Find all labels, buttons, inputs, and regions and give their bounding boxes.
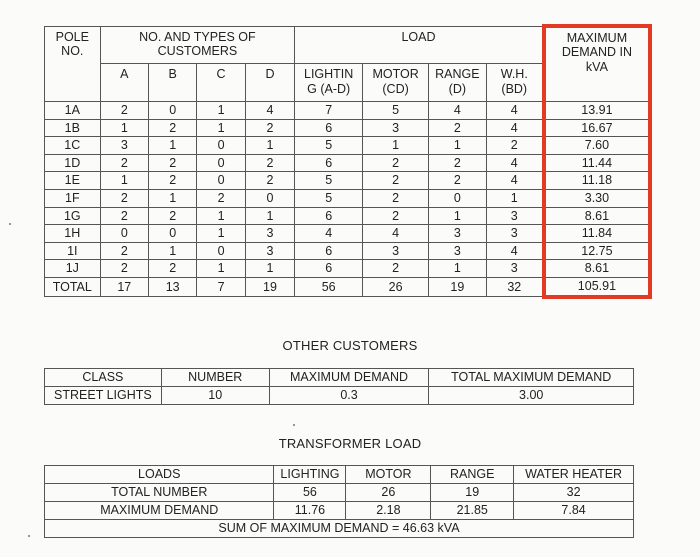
value-cell: 1 [245,207,294,225]
cust-col-c: C [197,64,245,102]
pole-row [45,242,651,260]
pole-row [45,189,651,207]
other-header-number: NUMBER [161,369,269,387]
value-cell: 4 [486,154,544,172]
other-header-max-demand: MAXIMUM DEMAND [269,369,429,387]
value-cell: 1 [486,189,544,207]
value-cell: 4 [486,119,544,137]
pole-rows [45,102,651,278]
xfmr-header-water-heater: WATER HEATER [514,466,634,484]
other-cell-total-max-demand: 3.00 [429,387,634,405]
value-cell: 2 [363,189,429,207]
total-cell: 19 [245,277,294,296]
total-cell: 56 [295,277,363,296]
value-cell: 6 [295,119,363,137]
total-cell: 26 [363,277,429,296]
value-cell: 2 [245,172,294,190]
xfmr-header-lighting: LIGHTING [274,466,346,484]
pole-load-table [44,24,652,299]
value-cell: 4 [486,242,544,260]
pole-row [45,137,651,155]
value-cell: 1 [100,172,148,190]
value-cell: 3 [363,119,429,137]
value-cell: 4 [295,225,363,243]
xfmr-max-demand-label: MAXIMUM DEMAND [45,502,274,520]
xfmr-total-number-label: TOTAL NUMBER [45,484,274,502]
cust-col-d: D [245,64,294,102]
value-cell: 2 [363,207,429,225]
value-cell: 4 [363,225,429,243]
load-col-wh: W.H. (BD) [486,64,544,102]
value-cell: 0 [197,242,245,260]
value-cell: 1 [197,207,245,225]
pole-row [45,225,651,243]
value-cell: 2 [100,260,148,278]
value-cell: 0 [100,225,148,243]
pole-row [45,154,651,172]
pole-id-cell: 1B [45,119,101,137]
value-cell: 2 [148,207,196,225]
pole-id-cell: 1J [45,260,101,278]
value-cell: 0 [429,189,487,207]
value-cell: 3 [429,225,487,243]
value-cell: 1 [197,260,245,278]
pole-id-cell: 1H [45,225,101,243]
value-cell: 2 [429,172,487,190]
other-cell-number: 10 [161,387,269,405]
xfmr-cell: 26 [346,484,431,502]
total-cell: TOTAL [45,277,101,296]
xfmr-header-loads: LOADS [45,466,274,484]
xfmr-cell: 2.18 [346,502,431,520]
value-cell: 0 [197,137,245,155]
pole-id-cell: 1G [45,207,101,225]
other-cell-class: STREET LIGHTS [45,387,162,405]
other-header-total-max-demand: TOTAL MAXIMUM DEMAND [429,369,634,387]
value-cell: 6 [295,207,363,225]
scan-speck [9,223,11,225]
value-cell: 3 [100,137,148,155]
value-cell: 3 [245,242,294,260]
value-cell: 1 [197,119,245,137]
value-cell: 2 [148,172,196,190]
value-cell: 3 [486,207,544,225]
xfmr-header-range: RANGE [431,466,514,484]
pole-id-cell: 1F [45,189,101,207]
value-cell: 3 [245,225,294,243]
value-cell: 2 [363,172,429,190]
value-cell: 2 [100,207,148,225]
scan-speck [293,424,295,426]
value-cell: 5 [295,172,363,190]
value-cell: 0 [197,172,245,190]
cust-col-a: A [100,64,148,102]
pole-row [45,172,651,190]
value-cell: 6 [295,260,363,278]
value-cell: 3 [486,225,544,243]
value-cell: 2 [100,102,148,120]
max-demand-cell: 8.61 [544,260,650,278]
load-col-motor: MOTOR (CD) [363,64,429,102]
value-cell: 1 [197,102,245,120]
value-cell: 2 [486,137,544,155]
value-cell: 1 [148,242,196,260]
xfmr-cell: 7.84 [514,502,634,520]
value-cell: 2 [100,189,148,207]
total-cell: 7 [197,277,245,296]
value-cell: 3 [363,242,429,260]
pole-row [45,207,651,225]
cust-col-b: B [148,64,196,102]
value-cell: 2 [197,189,245,207]
max-demand-cell: 11.84 [544,225,650,243]
pole-row [45,260,651,278]
load-col-lighting: LIGHTIN G (A-D) [295,64,363,102]
xfmr-cell: 19 [431,484,514,502]
value-cell: 0 [197,154,245,172]
total-cell: 19 [429,277,487,296]
pole-row [45,119,651,137]
transformer-load-caption: TRANSFORMER LOAD [278,436,422,451]
value-cell: 4 [486,102,544,120]
pole-id-cell: 1I [45,242,101,260]
pole-no-header: POLE NO. [45,26,101,102]
other-customers-caption: OTHER CUSTOMERS [282,338,418,353]
value-cell: 1 [100,119,148,137]
max-demand-cell: 11.44 [544,154,650,172]
pole-row [45,102,651,120]
pole-id-cell: 1D [45,154,101,172]
xfmr-cell: 21.85 [431,502,514,520]
value-cell: 2 [148,260,196,278]
other-customers-table [44,368,634,405]
max-demand-cell: 7.60 [544,137,650,155]
value-cell: 0 [245,189,294,207]
value-cell: 2 [429,154,487,172]
sum-of-max-demand: SUM OF MAXIMUM DEMAND = 46.63 kVA [45,520,634,538]
pole-id-cell: 1A [45,102,101,120]
value-cell: 2 [100,242,148,260]
value-cell: 4 [245,102,294,120]
scan-speck [28,535,30,537]
pole-id-cell: 1E [45,172,101,190]
value-cell: 6 [295,242,363,260]
load-col-range: RANGE (D) [429,64,487,102]
xfmr-cell: 11.76 [274,502,346,520]
pole-id-cell: 1C [45,137,101,155]
xfmr-cell: 32 [514,484,634,502]
total-max-demand-cell: 105.91 [544,277,650,296]
value-cell: 5 [295,137,363,155]
value-cell: 1 [363,137,429,155]
max-demand-cell: 16.67 [544,119,650,137]
total-cell: 32 [486,277,544,296]
value-cell: 2 [245,154,294,172]
max-demand-cell: 3.30 [544,189,650,207]
value-cell: 5 [363,102,429,120]
value-cell: 1 [429,207,487,225]
value-cell: 1 [245,137,294,155]
value-cell: 2 [363,260,429,278]
value-cell: 4 [429,102,487,120]
value-cell: 4 [486,172,544,190]
value-cell: 2 [363,154,429,172]
value-cell: 2 [148,154,196,172]
value-cell: 1 [148,137,196,155]
other-cell-max-demand: 0.3 [269,387,429,405]
value-cell: 3 [429,242,487,260]
value-cell: 1 [429,260,487,278]
value-cell: 3 [486,260,544,278]
value-cell: 2 [429,119,487,137]
max-demand-cell: 12.75 [544,242,650,260]
value-cell: 0 [148,225,196,243]
value-cell: 2 [245,119,294,137]
max-demand-cell: 8.61 [544,207,650,225]
value-cell: 5 [295,189,363,207]
load-group-header: LOAD [295,26,544,64]
total-cell: 17 [100,277,148,296]
other-header-class: CLASS [45,369,162,387]
max-demand-cell: 11.18 [544,172,650,190]
value-cell: 2 [148,119,196,137]
xfmr-header-motor: MOTOR [346,466,431,484]
max-demand-header: MAXIMUM DEMAND IN kVA [544,26,650,102]
customers-group-header: NO. AND TYPES OF CUSTOMERS [100,26,295,64]
transformer-load-table [44,465,634,538]
value-cell: 1 [197,225,245,243]
max-demand-cell: 13.91 [544,102,650,120]
value-cell: 1 [245,260,294,278]
total-cell: 13 [148,277,196,296]
value-cell: 0 [148,102,196,120]
xfmr-cell: 56 [274,484,346,502]
value-cell: 1 [148,189,196,207]
value-cell: 1 [429,137,487,155]
value-cell: 6 [295,154,363,172]
total-row [45,277,651,296]
value-cell: 7 [295,102,363,120]
value-cell: 2 [100,154,148,172]
